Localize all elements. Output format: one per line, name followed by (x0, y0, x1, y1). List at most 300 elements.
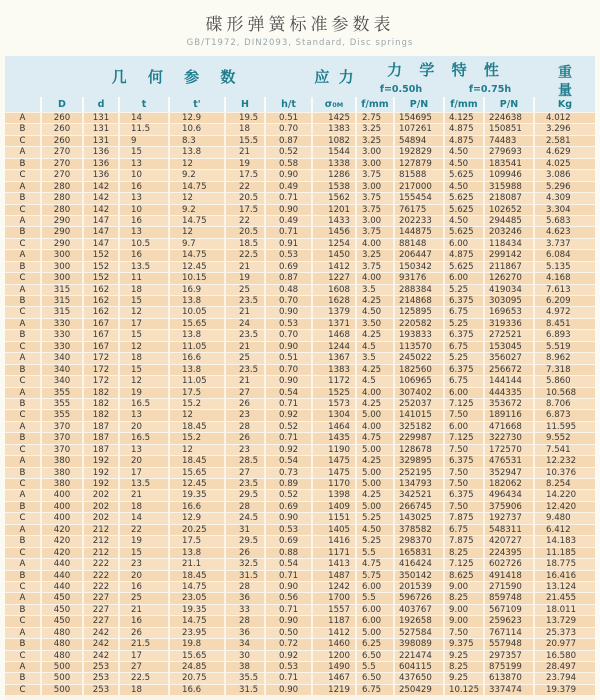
table-body (5, 113, 595, 700)
value-cell: 0.70 (266, 296, 313, 306)
value-cell: 12.45 (170, 262, 226, 272)
value-cell: 242 (84, 651, 120, 661)
value-cell: 38 (226, 662, 266, 672)
value-cell: 5.00 (357, 410, 395, 420)
value-cell: 5.00 (357, 628, 395, 638)
header-weight-top: 重 (535, 56, 595, 82)
value-cell: 380 (42, 468, 84, 478)
value-cell: 337474 (485, 685, 535, 695)
value-cell: 3.304 (535, 205, 595, 215)
value-cell: 13 (120, 193, 170, 203)
value-cell: 3.75 (357, 193, 395, 203)
value-cell: 356027 (485, 353, 535, 363)
table-row (5, 685, 595, 695)
value-cell: 22 (120, 525, 170, 535)
value-cell: 450 (42, 593, 84, 603)
value-cell: 15.2 (170, 399, 226, 409)
type-cell: C (5, 273, 42, 283)
value-cell: 3.00 (357, 216, 395, 226)
value-cell: 14.75 (170, 250, 226, 260)
type-cell: C (5, 513, 42, 523)
value-cell: 14.75 (170, 616, 226, 626)
value-cell: 182560 (395, 365, 445, 375)
table-row (5, 513, 595, 523)
value-cell: 1170 (313, 479, 357, 489)
value-cell: 211867 (485, 262, 535, 272)
value-cell: 5.00 (357, 445, 395, 455)
value-cell: 0.54 (266, 388, 313, 398)
value-cell: 12.420 (535, 502, 595, 512)
table-row (5, 673, 595, 683)
value-cell: 203246 (485, 227, 535, 237)
value-cell: 187 (84, 445, 120, 455)
value-cell: 471668 (485, 422, 535, 432)
value-cell: 144144 (485, 376, 535, 386)
value-cell: 440 (42, 559, 84, 569)
value-cell: 8.962 (535, 353, 595, 363)
value-cell: 491418 (485, 571, 535, 581)
value-cell: 4.00 (357, 273, 395, 283)
value-cell: 496434 (485, 490, 535, 500)
value-cell: 167 (84, 330, 120, 340)
value-cell: 9.7 (170, 239, 226, 249)
col-header-f-mm-075: f/mm (445, 97, 485, 112)
value-cell: 11 (120, 273, 170, 283)
value-cell: 102652 (485, 205, 535, 215)
value-cell: 21.5 (120, 639, 170, 649)
col-header-p-n-075: P/N (485, 97, 535, 112)
table-row (5, 479, 595, 489)
value-cell: 4.50 (445, 147, 485, 157)
value-cell: 147 (84, 227, 120, 237)
value-cell: 9 (120, 136, 170, 146)
type-cell: B (5, 296, 42, 306)
value-cell: 10.05 (170, 307, 226, 317)
value-cell: 480 (42, 651, 84, 661)
value-cell: 21 (120, 490, 170, 500)
value-cell: 6.375 (445, 490, 485, 500)
value-cell: 16.5 (120, 399, 170, 409)
value-cell: 1187 (313, 616, 357, 626)
value-cell: 9.00 (445, 582, 485, 592)
table-row (5, 445, 595, 455)
value-cell: 6.00 (357, 616, 395, 626)
type-cell: A (5, 113, 42, 123)
value-cell: 0.71 (266, 673, 313, 683)
header-group-mechanical: 力 学 特 性 (357, 56, 535, 82)
value-cell: 0.54 (266, 559, 313, 569)
table-row (5, 136, 595, 146)
value-cell: 18.5 (226, 239, 266, 249)
type-cell: C (5, 410, 42, 420)
value-cell: 227 (84, 616, 120, 626)
value-cell: 299142 (485, 250, 535, 260)
value-cell: 3.75 (357, 227, 395, 237)
value-cell: 147 (84, 239, 120, 249)
value-cell: 21.455 (535, 593, 595, 603)
value-cell: 192 (84, 479, 120, 489)
value-cell: 12.9 (170, 513, 226, 523)
value-cell: 1413 (313, 559, 357, 569)
value-cell: 1475 (313, 468, 357, 478)
table-row (5, 227, 595, 237)
value-cell: 355 (42, 410, 84, 420)
value-cell: 212 (84, 536, 120, 546)
table-row (5, 216, 595, 226)
value-cell: 6.00 (357, 582, 395, 592)
value-cell: 192737 (485, 513, 535, 523)
value-cell: 31.5 (226, 571, 266, 581)
value-cell: 147 (84, 216, 120, 226)
type-cell: C (5, 479, 42, 489)
value-cell: 0.91 (266, 239, 313, 249)
value-cell: 259623 (485, 616, 535, 626)
value-cell: 6.084 (535, 250, 595, 260)
value-cell: 1383 (313, 124, 357, 134)
value-cell: 21 (226, 147, 266, 157)
value-cell: 9.00 (445, 605, 485, 615)
value-cell: 440 (42, 582, 84, 592)
value-cell: 4.25 (357, 399, 395, 409)
value-cell: 271590 (485, 582, 535, 592)
value-cell: 26 (120, 628, 170, 638)
value-cell: 15.65 (170, 468, 226, 478)
type-cell: C (5, 548, 42, 558)
value-cell: 4.50 (357, 525, 395, 535)
value-cell: 0.90 (266, 307, 313, 317)
value-cell: 0.56 (266, 593, 313, 603)
value-cell: 18.45 (170, 456, 226, 466)
value-cell: 3.75 (357, 262, 395, 272)
value-cell: 27 (226, 388, 266, 398)
value-cell: 6.50 (357, 673, 395, 683)
value-cell: 0.92 (266, 651, 313, 661)
col-header-t-prime: t' (170, 97, 226, 112)
value-cell: 5.25 (445, 285, 485, 295)
value-cell: 17.5 (226, 170, 266, 180)
value-cell: 18 (120, 502, 170, 512)
value-cell: 613870 (485, 673, 535, 683)
type-cell: A (5, 388, 42, 398)
value-cell: 2.75 (357, 113, 395, 123)
value-cell: 4.75 (357, 559, 395, 569)
value-cell: 16.6 (170, 502, 226, 512)
value-cell: 1227 (313, 273, 357, 283)
table-row (5, 410, 595, 420)
value-cell: 353672 (485, 399, 535, 409)
table-row (5, 250, 595, 260)
value-cell: 0.90 (266, 376, 313, 386)
value-cell: 21 (226, 307, 266, 317)
value-cell: 187 (84, 433, 120, 443)
value-cell: 8.451 (535, 319, 595, 329)
value-cell: 10 (120, 205, 170, 215)
value-cell: 290 (42, 216, 84, 226)
value-cell: 15 (120, 548, 170, 558)
type-cell: A (5, 216, 42, 226)
value-cell: 12 (120, 342, 170, 352)
sigma-subscript: 0M (332, 100, 344, 109)
value-cell: 16.5 (120, 433, 170, 443)
value-cell: 172570 (485, 445, 535, 455)
value-cell: 109946 (485, 170, 535, 180)
value-cell: 355 (42, 399, 84, 409)
value-cell: 355 (42, 388, 84, 398)
value-cell: 16.580 (535, 651, 595, 661)
type-cell: A (5, 250, 42, 260)
value-cell: 340 (42, 376, 84, 386)
value-cell: 4.972 (535, 307, 595, 317)
value-cell: 859748 (485, 593, 535, 603)
value-cell: 0.92 (266, 410, 313, 420)
col-header-H: H (226, 97, 266, 112)
value-cell: 4.25 (357, 456, 395, 466)
table-row (5, 159, 595, 169)
type-cell: A (5, 422, 42, 432)
value-cell: 1538 (313, 182, 357, 192)
value-cell: 192 (84, 456, 120, 466)
value-cell: 13 (120, 159, 170, 169)
value-cell: 20.5 (226, 193, 266, 203)
table-row (5, 582, 595, 592)
value-cell: 13 (120, 227, 170, 237)
value-cell: 15 (120, 147, 170, 157)
value-cell: 557948 (485, 639, 535, 649)
value-cell: 126270 (485, 273, 535, 283)
table-row (5, 616, 595, 626)
value-cell: 14.220 (535, 490, 595, 500)
value-cell: 420 (42, 548, 84, 558)
value-cell: 25.373 (535, 628, 595, 638)
value-cell: 1433 (313, 216, 357, 226)
value-cell: 20.977 (535, 639, 595, 649)
value-cell: 1379 (313, 307, 357, 317)
value-cell: 398089 (395, 639, 445, 649)
value-cell: 142 (84, 205, 120, 215)
value-cell: 1475 (313, 456, 357, 466)
value-cell: 54894 (395, 136, 445, 146)
header-sub-f075: f=0.75h (445, 82, 535, 97)
value-cell: 5.860 (535, 376, 595, 386)
value-cell: 183541 (485, 159, 535, 169)
value-cell: 11.5 (120, 124, 170, 134)
value-cell: 8.625 (445, 571, 485, 581)
value-cell: 0.90 (266, 170, 313, 180)
value-cell: 378582 (395, 525, 445, 535)
value-cell: 242 (84, 628, 120, 638)
value-cell: 23.5 (226, 365, 266, 375)
type-cell: B (5, 571, 42, 581)
type-cell: C (5, 445, 42, 455)
value-cell: 15 (120, 330, 170, 340)
value-cell: 1171 (313, 548, 357, 558)
value-cell: 1700 (313, 593, 357, 603)
value-cell: 567109 (485, 605, 535, 615)
value-cell: 370 (42, 445, 84, 455)
value-cell: 294485 (485, 216, 535, 226)
value-cell: 12 (170, 410, 226, 420)
value-cell: 142 (84, 182, 120, 192)
value-cell: 266745 (395, 502, 445, 512)
value-cell: 23.5 (226, 296, 266, 306)
value-cell: 4.875 (445, 124, 485, 134)
value-cell: 167 (84, 319, 120, 329)
value-cell: 340 (42, 365, 84, 375)
value-cell: 4.875 (445, 136, 485, 146)
value-cell: 11.185 (535, 548, 595, 558)
table-row (5, 124, 595, 134)
type-cell: B (5, 330, 42, 340)
value-cell: 419034 (485, 285, 535, 295)
type-cell: A (5, 593, 42, 603)
value-cell: 5.625 (445, 193, 485, 203)
value-cell: 303095 (485, 296, 535, 306)
value-cell: 167 (84, 342, 120, 352)
value-cell: 0.70 (266, 330, 313, 340)
value-cell: 23 (226, 410, 266, 420)
table-row (5, 365, 595, 375)
value-cell: 480 (42, 639, 84, 649)
value-cell: 8.3 (170, 136, 226, 146)
value-cell: 24 (226, 319, 266, 329)
value-cell: 4.309 (535, 193, 595, 203)
value-cell: 4.125 (445, 113, 485, 123)
value-cell: 7.125 (445, 559, 485, 569)
value-cell: 342521 (395, 490, 445, 500)
value-cell: 0.92 (266, 445, 313, 455)
value-cell: 0.69 (266, 502, 313, 512)
value-cell: 13.8 (170, 365, 226, 375)
value-cell: 125895 (395, 307, 445, 317)
value-cell: 0.53 (266, 319, 313, 329)
type-cell: B (5, 639, 42, 649)
value-cell: 5.519 (535, 342, 595, 352)
value-cell: 8.25 (445, 662, 485, 672)
value-cell: 153045 (485, 342, 535, 352)
value-cell: 152 (84, 273, 120, 283)
value-cell: 1201 (313, 205, 357, 215)
value-cell: 193833 (395, 330, 445, 340)
table-row (5, 113, 595, 123)
value-cell: 1490 (313, 662, 357, 672)
value-cell: 4.00 (357, 239, 395, 249)
value-cell: 16.416 (535, 571, 595, 581)
value-cell: 444335 (485, 388, 535, 398)
value-cell: 16 (120, 616, 170, 626)
value-cell: 28.5 (226, 456, 266, 466)
value-cell: 252195 (395, 468, 445, 478)
table-row (5, 170, 595, 180)
value-cell: 220582 (395, 319, 445, 329)
table-row (5, 330, 595, 340)
value-cell: 0.73 (266, 468, 313, 478)
value-cell: 6.75 (357, 685, 395, 695)
value-cell: 400 (42, 513, 84, 523)
value-cell: 12.232 (535, 456, 595, 466)
type-cell: A (5, 662, 42, 672)
value-cell: 16 (120, 582, 170, 592)
value-cell: 0.88 (266, 548, 313, 558)
value-cell: 0.71 (266, 227, 313, 237)
value-cell: 1525 (313, 388, 357, 398)
value-cell: 26 (226, 399, 266, 409)
value-cell: 9.552 (535, 433, 595, 443)
value-cell: 22 (226, 182, 266, 192)
value-cell: 1172 (313, 376, 357, 386)
value-cell: 106965 (395, 376, 445, 386)
value-cell: 4.623 (535, 227, 595, 237)
value-cell: 19.379 (535, 685, 595, 695)
value-cell: 14 (120, 113, 170, 123)
type-cell: C (5, 685, 42, 695)
table-row (5, 147, 595, 157)
value-cell: 192829 (395, 147, 445, 157)
value-cell: 480 (42, 628, 84, 638)
value-cell: 5.5 (357, 593, 395, 603)
value-cell: 26 (226, 548, 266, 558)
value-cell: 1425 (313, 113, 357, 123)
value-cell: 4.629 (535, 147, 595, 157)
value-cell: 19.35 (170, 605, 226, 615)
value-cell: 7.125 (445, 433, 485, 443)
col-header-D: D (42, 97, 84, 112)
type-cell: A (5, 456, 42, 466)
value-cell: 143025 (395, 513, 445, 523)
value-cell: 3.50 (357, 319, 395, 329)
value-cell: 3.296 (535, 124, 595, 134)
value-cell: 6.50 (357, 651, 395, 661)
value-cell: 5.5 (357, 548, 395, 558)
value-cell: 11.05 (170, 376, 226, 386)
value-cell: 1383 (313, 365, 357, 375)
value-cell: 28 (226, 502, 266, 512)
value-cell: 7.50 (445, 502, 485, 512)
value-cell: 4.75 (357, 433, 395, 443)
value-cell: 5.683 (535, 216, 595, 226)
value-cell: 32.5 (226, 559, 266, 569)
value-cell: 260 (42, 113, 84, 123)
value-cell: 0.49 (266, 216, 313, 226)
value-cell: 222 (84, 571, 120, 581)
value-cell: 6.75 (445, 525, 485, 535)
table-row (5, 651, 595, 661)
value-cell: 6.00 (445, 422, 485, 432)
value-cell: 6.75 (445, 376, 485, 386)
value-cell: 5.25 (445, 319, 485, 329)
value-cell: 352947 (485, 468, 535, 478)
value-cell: 169653 (485, 307, 535, 317)
value-cell: 440 (42, 571, 84, 581)
type-cell: A (5, 353, 42, 363)
value-cell: 144875 (395, 227, 445, 237)
value-cell: 0.71 (266, 571, 313, 581)
table-row (5, 433, 595, 443)
value-cell: 6.893 (535, 330, 595, 340)
value-cell: 0.53 (266, 250, 313, 260)
value-cell: 23.05 (170, 593, 226, 603)
value-cell: 21 (226, 376, 266, 386)
value-cell: 7.50 (445, 445, 485, 455)
value-cell: 14.75 (170, 582, 226, 592)
value-cell: 107261 (395, 124, 445, 134)
value-cell: 4.168 (535, 273, 595, 283)
value-cell: 6.375 (445, 365, 485, 375)
value-cell: 20.75 (170, 673, 226, 683)
value-cell: 22 (226, 216, 266, 226)
value-cell: 272521 (485, 330, 535, 340)
value-cell: 8.254 (535, 479, 595, 489)
value-cell: 29.5 (226, 536, 266, 546)
